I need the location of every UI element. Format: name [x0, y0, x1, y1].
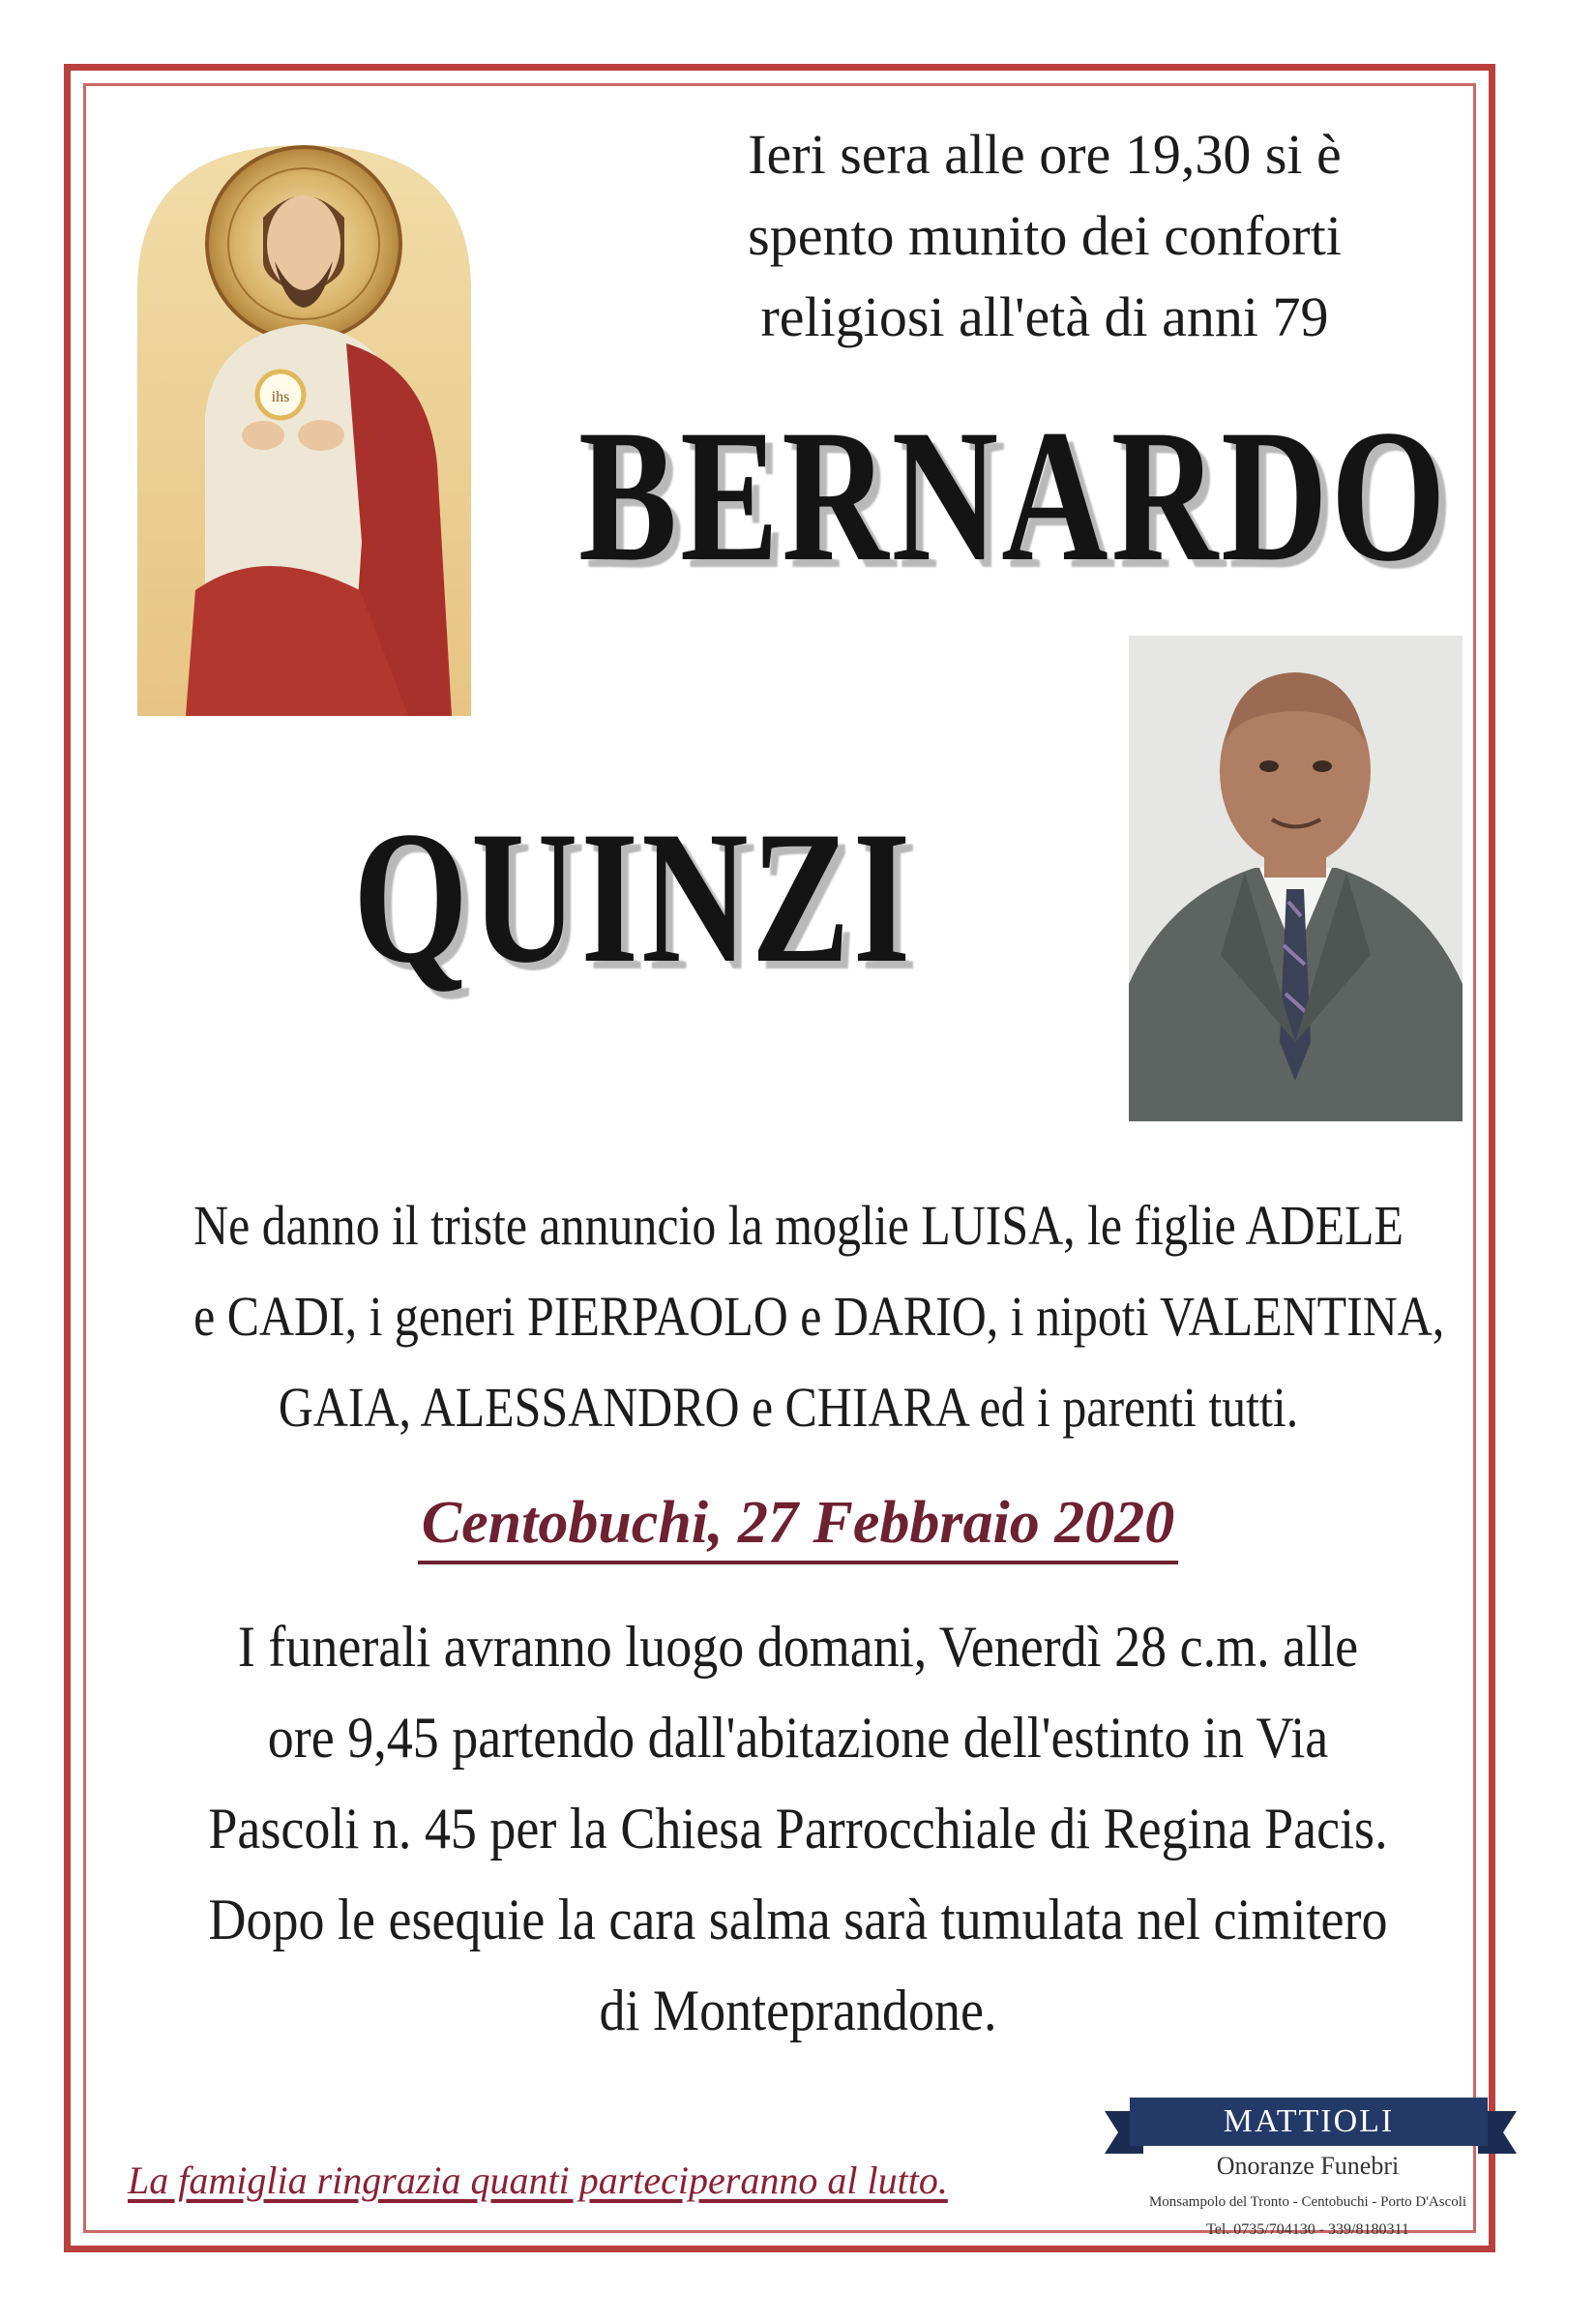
family-thanks: La famiglia ringrazia quanti parteciperanno al lutto.: [128, 2158, 948, 2202]
dateline-container: [0, 1485, 1596, 1564]
funeral-line: ore 9,45 partendo dall'abitazione dell'estinto in Via: [267, 1706, 1329, 1770]
funeral-line: Dopo le esequie la cara salma sarà tumulata nel cimitero: [208, 1888, 1388, 1951]
first-name: BERNARDO: [578, 391, 1449, 601]
intro-line: spento munito dei conforti: [748, 204, 1342, 267]
funeral-line: Pascoli n. 45 per la Chiesa Parrocchiale di Regina Pacis.: [208, 1797, 1388, 1861]
svg-text:ihs: ihs: [271, 389, 290, 405]
deceased-photo: [1129, 636, 1463, 1121]
funeral-home-towns: Monsampolo del Tronto - Centobuchi - Porto D'Ascoli: [1148, 2194, 1467, 2210]
funeral-line: di Monteprandone.: [599, 1979, 997, 2042]
announcement: [97, 1180, 1480, 1453]
dateline: Centobuchi, 27 Febbraio 2020: [418, 1485, 1179, 1564]
sacred-heart-image: [118, 135, 490, 716]
last-name: QUINZI: [353, 792, 914, 1002]
announcement-line: GAIA, ALESSANDRO e CHIARA ed i parenti tutti.: [278, 1376, 1299, 1439]
announcement-line: e CADI, i generi PIERPAOLO e DARIO, i nipoti VALENTINA,: [193, 1285, 1445, 1348]
funeral-home-logo: [1095, 2098, 1521, 2281]
funeral-home-subtitle: Onoranze Funebri: [1216, 2152, 1400, 2180]
intro-text: [638, 114, 1451, 358]
intro-line: religiosi all'età di anni 79: [760, 285, 1329, 348]
announcement-line: Ne danno il triste annuncio la moglie LUISA, le figlie ADELE: [193, 1194, 1404, 1257]
funeral-line: I funerali avranno luogo domani, Venerdì 28 c.m. alle: [237, 1615, 1359, 1679]
intro-line: Ieri sera alle ore 19,30 si è: [748, 123, 1342, 186]
funeral-home-phone: Tel. 0735/704130 - 339/8180311: [1206, 2221, 1409, 2238]
funeral-details: [97, 1601, 1499, 2056]
funeral-home-name: MATTIOLI: [1130, 2098, 1488, 2146]
